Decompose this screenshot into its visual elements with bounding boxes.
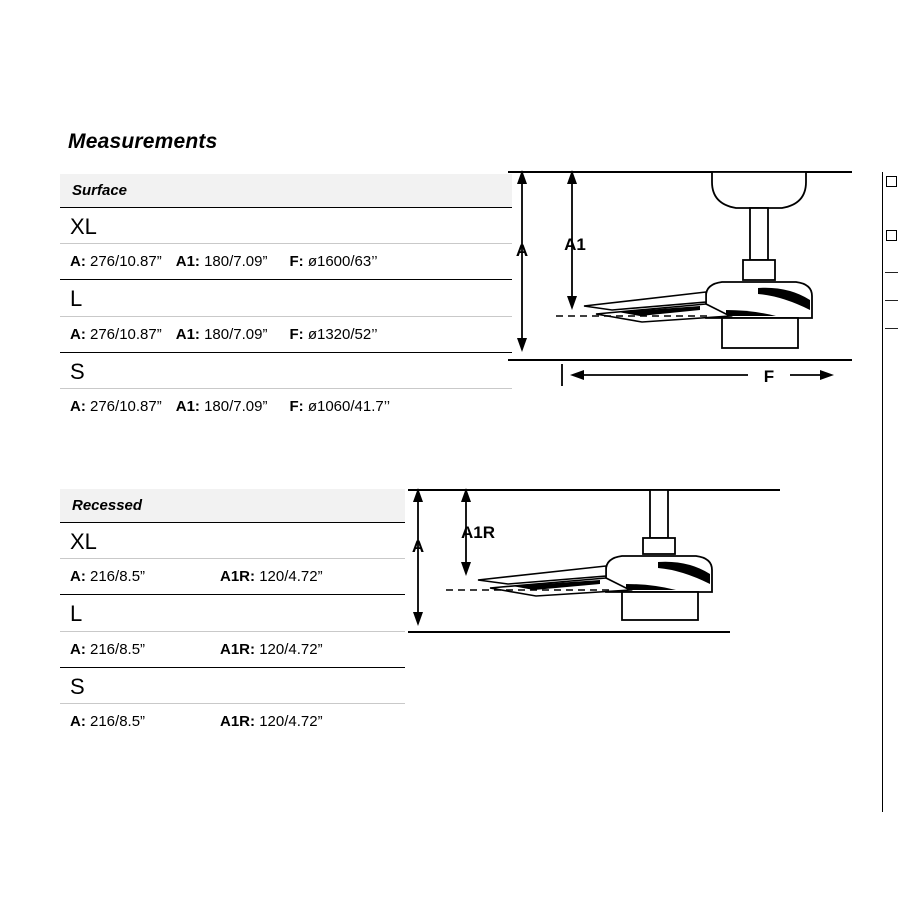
spec-a-value: 276/10.87” [90, 325, 162, 343]
spec-a1 [176, 326, 268, 343]
table-row [60, 632, 405, 668]
spec-a-label: A: [70, 712, 86, 730]
spec-a1r-label: A1R: [220, 640, 256, 658]
spec-a1r-label: A1R: [220, 568, 256, 586]
surface-measurements-table [60, 174, 512, 424]
surface-diagram-svg [500, 160, 860, 405]
page-edge-text: — [885, 320, 898, 335]
spec-a1r-value: 120/4.72” [259, 568, 323, 586]
spec-a1r-label: A1R: [220, 712, 256, 730]
spec-a [70, 253, 162, 270]
table-row: XL [60, 523, 405, 559]
table-row: S [60, 353, 512, 389]
surface-table-header: Surface [60, 174, 512, 208]
surface-mount-ceiling-fan-diagram [500, 160, 860, 405]
spec-a1-value: 180/7.09” [204, 253, 268, 271]
dim-label-a: A [411, 537, 425, 556]
spec-a1-value: 180/7.09” [204, 397, 268, 415]
spec-a1r [220, 568, 323, 585]
spec-a1-label: A1: [175, 325, 200, 343]
dim-label-a1r: A1R [460, 523, 496, 542]
recessed-table-header: Recessed [60, 489, 405, 523]
table-row [60, 559, 405, 595]
spec-f [289, 253, 377, 270]
recessed-diagram-svg [400, 480, 790, 655]
table-row [60, 244, 512, 280]
dim-label-f: F [763, 367, 775, 386]
spec-a-label: A: [70, 568, 86, 586]
recessed-mount-ceiling-fan-diagram [400, 480, 790, 655]
spec-f [289, 398, 390, 415]
spec-f-value: ø1320/52’’ [307, 325, 378, 343]
spec-a-value: 216/8.5” [90, 640, 146, 658]
spec-a1-label: A1: [175, 253, 200, 271]
table-row: S [60, 668, 405, 704]
page-edge-text: — [885, 264, 898, 279]
table-row [60, 704, 405, 739]
spec-f-value: ø1600/63’’ [307, 253, 378, 271]
spec-a1r-value: 120/4.72” [259, 640, 323, 658]
page-title: Measurements [68, 130, 218, 153]
dim-label-a1: A1 [564, 235, 586, 254]
recessed-measurements-table [60, 489, 405, 739]
spec-a-value: 216/8.5” [90, 568, 146, 586]
page-edge-mark-icon [886, 176, 897, 187]
spec-f-label: F: [289, 397, 304, 415]
page-edge-text: — [885, 292, 898, 307]
spec-a [70, 641, 220, 658]
spec-a-label: A: [70, 253, 86, 271]
spec-a-label: A: [70, 397, 86, 415]
table-row: L [60, 595, 405, 631]
spec-a1r [220, 713, 323, 730]
table-row [60, 317, 512, 353]
dim-label-a: A [515, 241, 529, 260]
spec-f [289, 326, 377, 343]
spec-a [70, 713, 220, 730]
table-row: XL [60, 208, 512, 244]
spec-a-value: 276/10.87” [90, 253, 162, 271]
spec-a1 [176, 253, 268, 270]
spec-a [70, 326, 162, 343]
spec-a-label: A: [70, 325, 86, 343]
spec-a [70, 568, 220, 585]
spec-a1r [220, 641, 323, 658]
page-edge-mark-icon [886, 230, 897, 241]
spec-a-value: 216/8.5” [90, 712, 146, 730]
spec-a1-label: A1: [175, 397, 200, 415]
spec-a-value: 276/10.87” [90, 397, 162, 415]
spec-a [70, 398, 162, 415]
spec-a1 [176, 398, 268, 415]
page-edge-rule [882, 172, 884, 812]
table-row [60, 389, 512, 424]
spec-a1r-value: 120/4.72” [259, 712, 323, 730]
spec-f-label: F: [289, 253, 304, 271]
spec-a1-value: 180/7.09” [204, 325, 268, 343]
spec-f-value: ø1060/41.7’’ [307, 397, 391, 415]
spec-f-label: F: [289, 325, 304, 343]
table-row: L [60, 280, 512, 316]
spec-a-label: A: [70, 640, 86, 658]
